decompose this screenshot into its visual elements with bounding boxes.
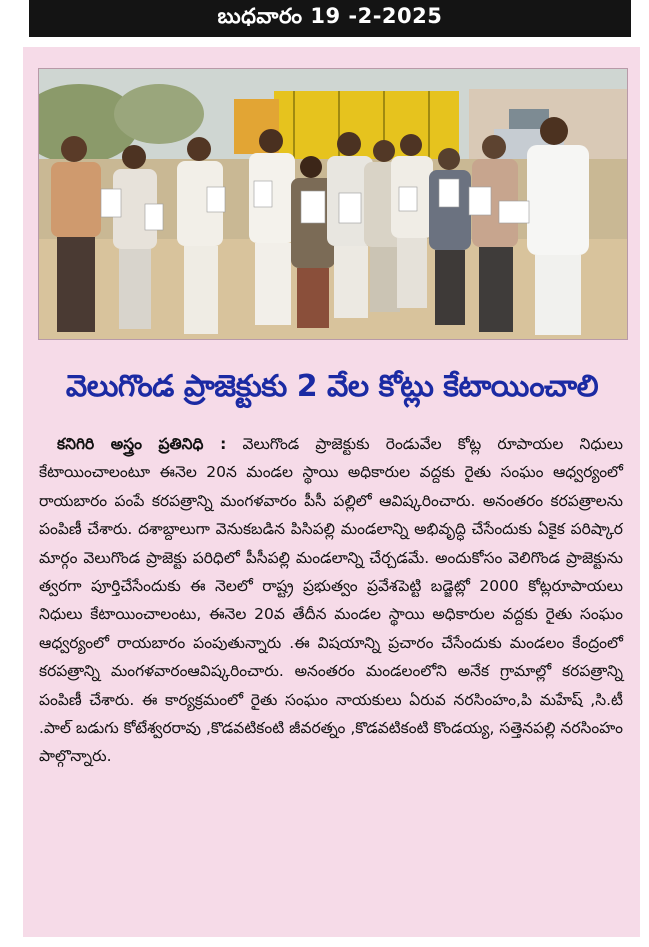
article-body <box>39 430 623 771</box>
byline: కనిగిరి అస్త్రం ప్రతినిధి : <box>57 435 227 453</box>
article-panel <box>23 47 640 937</box>
date-header: బుధవారం 19 -2-2025 <box>29 0 631 37</box>
group-photo-illustration <box>39 69 627 339</box>
headline: వెలుగొండ ప్రాజెక్టుకు 2 వేల కోట్లు కేటాయించాలి <box>65 369 599 404</box>
article-photo <box>38 68 628 340</box>
body-text: వెలుగొండ ప్రాజెక్టుకు రెండువేల కోట్ల రూపాయల నిధులు కేటాయించాలంటూ ఈనెల 20న మండల స్థాయి అధికారుల వద్దకు రైతు సంఘం ఆధ్వర్యంలో రాయబారం పంపే కరపత్రాన్ని మంగళవారం పీసీ పల్లిలో ఆవిష్కరించారు. అనంతరం కరపత్రాలను పంపిణీ చేశారు. దశాబ్దాలుగా వెనుకబడిన పిసిపల్లి మండలాన్ని అభివృద్ధి చేసేందుకు ఏకైక పరిష్కార మార్గం వెలుగొండ ప్రాజెక్టు పరిధిలో పీసీపల్లి మండలాన్ని చేర్చడమే. అందుకోసం వెలిగొండ ప్రాజెక్టును త్వరగా పూర్తిచేసేందుకు ఈ నెలలో రాష్ట్ర ప్రభుత్వం ప్రవేశపెట్టి బడ్జెట్లో 2000 కోట్లరూపాయలు నిధులు కేటాయించాలంటు, ఈనెల 20వ తేదీన మండల స్థాయి అధికారుల వద్దకు రైతు సంఘం ఆధ్వర్యంలో రాయబారం పంపుతున్నారు .ఈ విషయాన్ని ప్రచారం చేసేందుకు మండలం కేంద్రంలో కరపత్రాన్ని మంగళవారంఆవిష్కరించారు. అనంతరం మండలంలోని అనేక గ్రామాల్లో కరపత్రాన్ని పంపిణీ చేశారు. ఈ కార్యక్రమంలో రైతు సంఘం నాయకులు ఏరువ నరసింహం,పి మహేష్ ,సి.టీ .పాల్ బడుగు కోటేశ్వరరావు ,కొడవటికంటి జీవరత్నం ,కొడవటికంటి కొండయ్య, సత్తెనపల్లి నరసింహం పాల్గొన్నారు. <box>39 435 623 766</box>
